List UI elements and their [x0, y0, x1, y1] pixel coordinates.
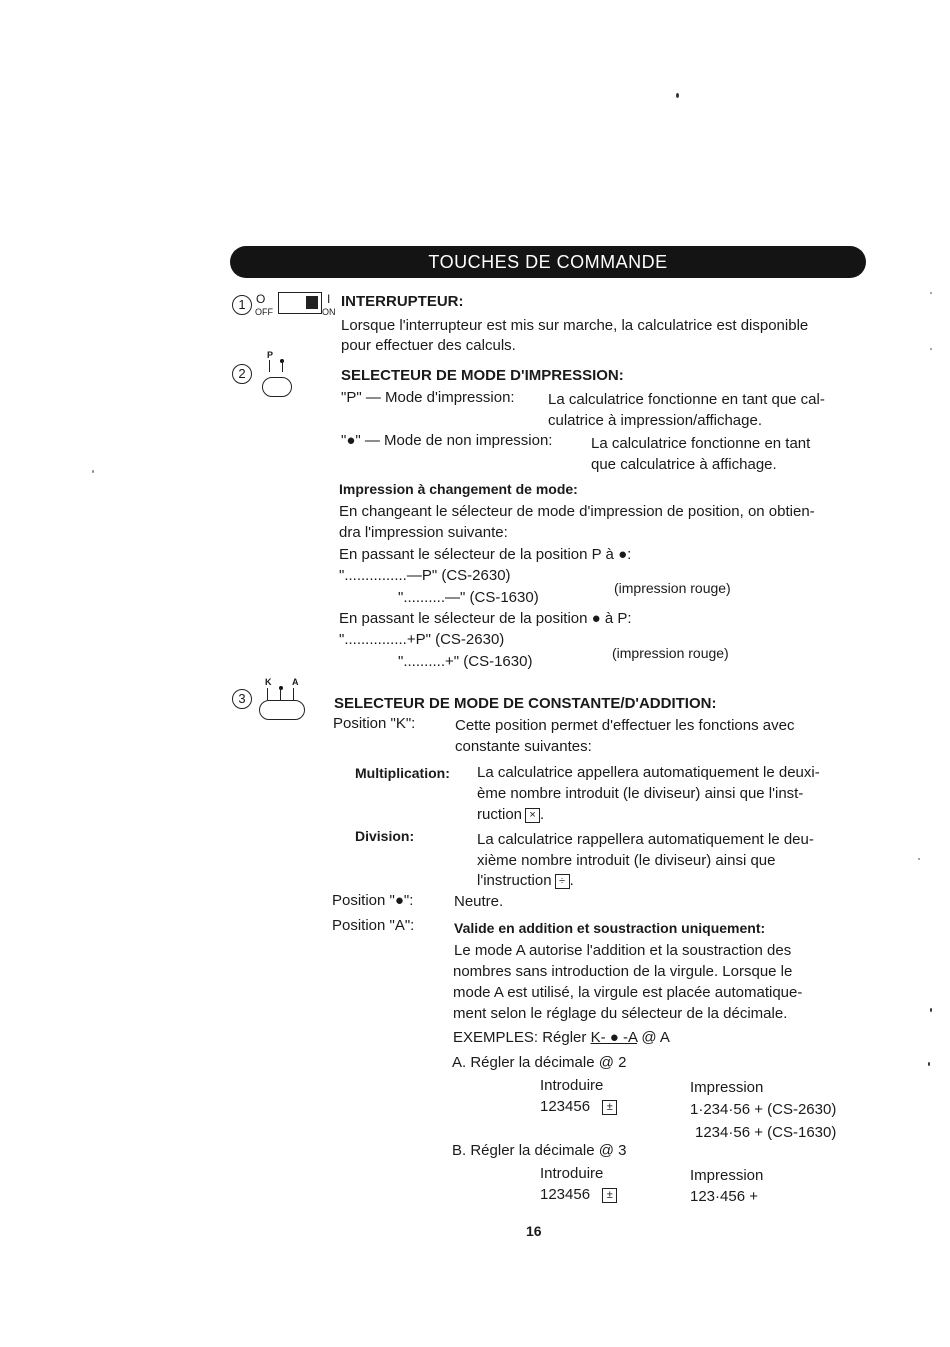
section1-line2: pour effectuer des calculs. [341, 337, 516, 354]
division-desc2: xième nombre introduit (le diviseur) ainsi que [477, 852, 776, 869]
section-banner [230, 246, 866, 278]
position-k-desc1: Cette position permet d'effectuer les fonctions avec [455, 717, 795, 734]
example-b-input [540, 1185, 617, 1205]
print-mode-key-icon [262, 377, 292, 397]
scan-speck [918, 858, 920, 860]
division-desc1: La calculatrice rappellera automatiquement le deu- [477, 831, 814, 848]
position-a-label: Position "A": [332, 917, 415, 934]
example-a-output1: 1·234·56 + (CS-2630) [690, 1101, 837, 1118]
example-a-output2: 1234·56 + (CS-1630) [695, 1124, 837, 1141]
p-mode-desc1: La calculatrice fonctionne en tant que cal- [548, 391, 825, 408]
position-k-desc2: constante suivantes: [455, 738, 592, 755]
position-a-heading: Valide en addition et soustraction uniquement: [454, 920, 766, 936]
example-b-input-number: 123456 [540, 1186, 591, 1203]
position-a-desc3: mode A est utilisé, la virgule est placée automatique- [453, 984, 803, 1001]
position-dot-value: Neutre. [454, 893, 504, 910]
example-a-input [540, 1097, 617, 1117]
position-k-label: Position "K": [333, 715, 416, 732]
mode-change-line1: En changeant le sélecteur de mode d'impression de position, on obtien- [339, 503, 815, 520]
selector-a-label: A [292, 677, 299, 687]
division-label: Division: [355, 828, 415, 844]
scan-speck [676, 93, 679, 98]
multiplication-desc3: ruction × . [477, 806, 545, 823]
example-b-output1: 123·456 + [690, 1188, 758, 1205]
scan-speck [930, 348, 932, 350]
examples-setting: K- ● -A [590, 1029, 638, 1046]
dot-mode-desc2: que calculatrice à affichage. [591, 456, 777, 473]
position-dot-label: Position "●": [332, 892, 414, 909]
section1-line1: Lorsque l'interrupteur est mis sur marche, la calculatrice est disponible [341, 317, 809, 334]
step-number-2: 2 [232, 364, 252, 384]
print-p-label: P [267, 350, 274, 360]
example-a-output-header: Impression [690, 1079, 764, 1096]
example-b-title: B. Régler la décimale @ 3 [452, 1142, 627, 1159]
examples-line [453, 1028, 670, 1048]
example-a-input-header: Introduire [540, 1077, 604, 1094]
examples-suffix: @ A [641, 1029, 670, 1046]
print-result-4: "..........+" (CS-1630) [398, 653, 533, 670]
plus-equals-key-icon: ± [602, 1100, 617, 1115]
banner-title: TOUCHES DE COMMANDE [428, 252, 668, 272]
switch-off-label: OFF [255, 307, 273, 317]
step-number-3: 3 [232, 689, 252, 709]
divide-key-icon: ÷ [555, 874, 570, 889]
selector-k-label: K [265, 677, 272, 687]
section3-title: SELECTEUR DE MODE DE CONSTANTE/D'ADDITION: [334, 695, 717, 712]
red-print-note-1: (impression rouge) [614, 580, 731, 596]
constant-key-icon [259, 700, 305, 720]
switch-on-label: ON [322, 307, 336, 317]
mode-change-line3: En passant le sélecteur de la position P à ●: [339, 546, 632, 563]
position-a-desc1: Le mode A autorise l'addition et la soustraction des [454, 942, 792, 959]
switch-i-label: I [327, 292, 331, 306]
division-desc3-text: l'instruction [477, 872, 552, 889]
example-b-input-header: Introduire [540, 1165, 604, 1182]
section1-title: INTERRUPTEUR: [341, 293, 464, 310]
print-result-2: "..........—" (CS-1630) [398, 589, 539, 606]
print-result-3: "...............+P" (CS-2630) [339, 631, 505, 648]
scan-speck [928, 1062, 930, 1066]
red-print-note-2: (impression rouge) [612, 645, 729, 661]
example-a-title: A. Régler la décimale @ 2 [452, 1054, 627, 1071]
switch-o-label: O [256, 292, 266, 306]
scan-speck [930, 292, 932, 294]
example-b-output-header: Impression [690, 1167, 764, 1184]
plus-equals-key-icon: ± [602, 1188, 617, 1203]
multiplication-desc3-text: ruction [477, 806, 523, 823]
scan-speck [92, 470, 94, 473]
mode-change-title: Impression à changement de mode: [339, 481, 578, 497]
position-a-desc2: nombres sans introduction de la virgule. Lorsque le [453, 963, 793, 980]
p-mode-label: "P" — Mode d'impression: [341, 389, 515, 406]
multiplication-desc2: ème nombre introduit (le diviseur) ainsi que l'inst- [477, 785, 804, 802]
section2-title: SELECTEUR DE MODE D'IMPRESSION: [341, 367, 624, 384]
step-number-1: 1 [232, 295, 252, 315]
p-mode-desc2: culatrice à impression/affichage. [548, 412, 762, 429]
page-number: 16 [526, 1223, 542, 1239]
position-a-desc4: ment selon le réglage du sélecteur de la décimale. [453, 1005, 788, 1022]
division-desc3: l'instruction ÷ . [477, 872, 574, 889]
power-switch-icon [278, 292, 322, 314]
print-result-1: "...............—P" (CS-2630) [339, 567, 511, 584]
mode-change-line4: En passant le sélecteur de la position ● à P: [339, 610, 632, 627]
dot-mode-desc1: La calculatrice fonctionne en tant [591, 435, 811, 452]
multiplication-desc1: La calculatrice appellera automatiquement le deuxi- [477, 764, 820, 781]
example-a-input-number: 123456 [540, 1098, 591, 1115]
examples-prefix: EXEMPLES: Régler [453, 1029, 587, 1046]
mode-change-line2: dra l'impression suivante: [339, 524, 508, 541]
multiply-key-icon: × [525, 808, 540, 823]
dot-mode-label: "●" — Mode de non impression: [341, 432, 553, 449]
scan-speck [930, 1008, 932, 1012]
multiplication-label: Multiplication: [355, 765, 450, 781]
